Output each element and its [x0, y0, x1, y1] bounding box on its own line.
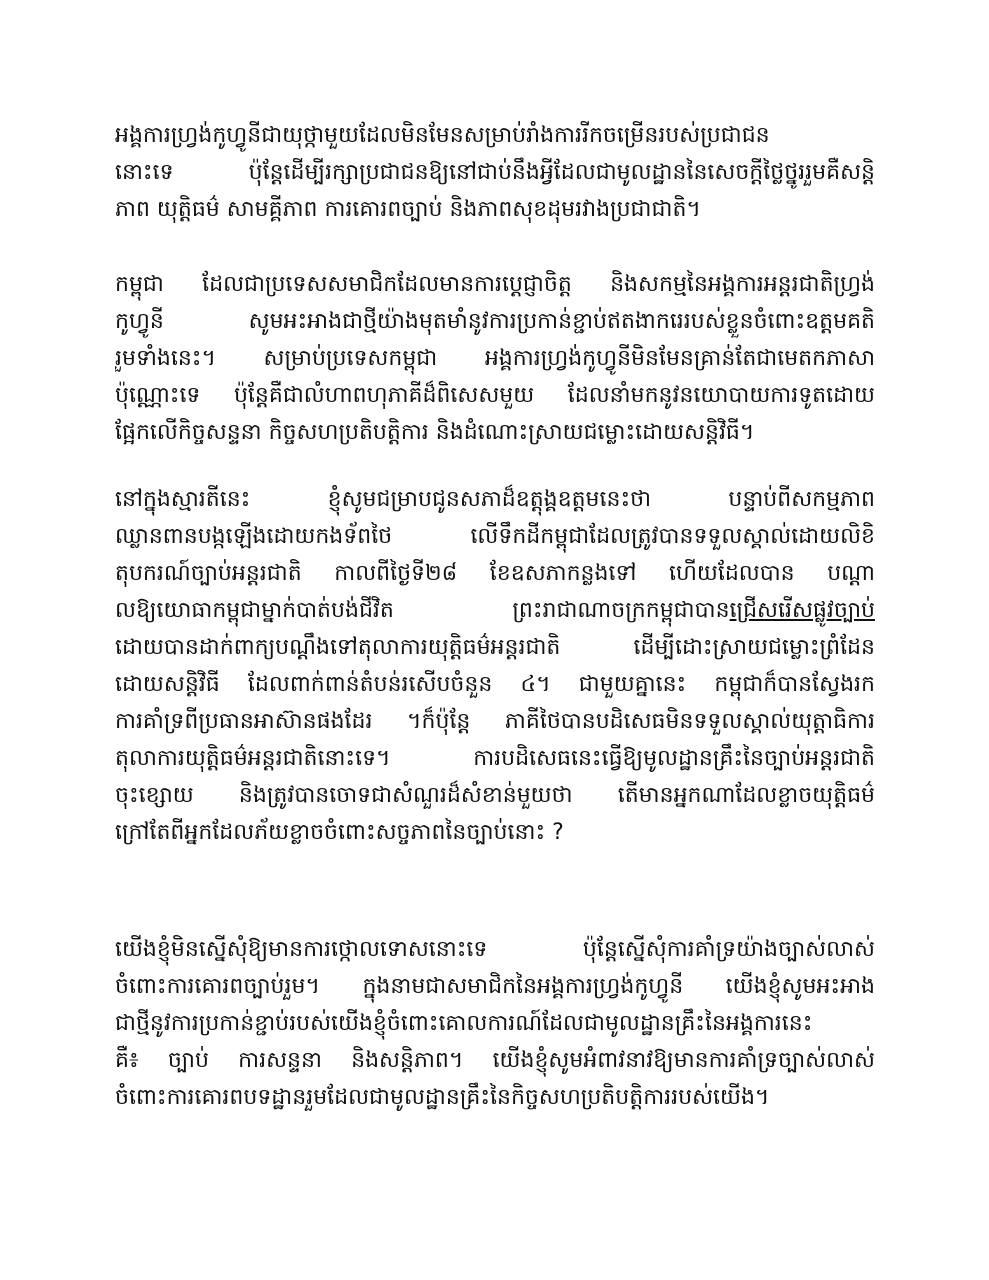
text-line — [115, 592, 875, 629]
text-line: ចំពោះការគោរពបទដ្ឋានរួមដែលជាមូលដ្ឋានគ្រឹះនៃកិច្ចសហប្រតិបត្តិការរបស់យើង។ — [115, 1085, 770, 1110]
text-line: ក្រៅតែពីអ្នកដែលភ័យខ្លាចចំពោះសច្ចភាពនៃច្បាប់នោះ ? — [115, 820, 564, 845]
text-line: ចុះខ្សោយ និងត្រូវបានចោទជាសំណួរដ៏សំខាន់មួយថា តើមានអ្នកណាដែលខ្លាចយុត្តិធម៌ — [115, 783, 875, 808]
underlined-phrase: ជ្រើសរើសផ្លូវច្បាប់ — [729, 598, 875, 623]
text-line: នោះទេ ប៉ុន្តែដើម្បីរក្សាប្រជាជនឱ្យនៅជាប់នឹងអ្វីដែលជាមូលដ្ឋាននៃសេចក្តីថ្លៃថ្នូររួមគឺសន្តិ — [115, 160, 875, 185]
paragraph-4 — [115, 931, 875, 1116]
paragraph-1 — [115, 117, 875, 228]
text-line: យើងខ្ញុំមិនស្នើសុំឱ្យមានការថ្កោលទោសនោះទេ ប៉ុន្តែស្នើសុំការគាំទ្រយ៉ាងច្បាស់លាស់ — [115, 937, 875, 962]
text-line: ផ្អែកលើកិច្ចសន្ទនា កិច្ចសហប្រតិបត្តិការ និងដំណោះស្រាយជម្លោះដោយសន្តិវិធី។ — [115, 420, 755, 445]
text-line: ប៉ុណ្ណោះទេ ប៉ុន្តែគឺជាលំហាពហុភាគីដ៏ពិសេសមួយ ដែលនាំមកនូវនយោបាយការទូតដោយ — [115, 383, 875, 408]
text-line: ឈ្លានពានបង្កឡើងដោយកងទ័ពថៃ លើទឹកដីកម្ពុជាដែលត្រូវបានទទួលស្គាល់ដោយលិខិ — [115, 524, 875, 549]
text-line: ភាព យុត្តិធម៌ សាមគ្គីភាព ការគោរពច្បាប់ និងភាពសុខដុមរវាងប្រជាជាតិ។ — [115, 197, 701, 222]
text-line: កូហ្វូនី សូមអះអាងជាថ្មីយ៉ាងមុតមាំនូវការប្រកាន់ខ្ជាប់ឥតងាករេរបស់ខ្លួនចំពោះឧត្តមគតិ — [115, 309, 875, 334]
text-line: តុបករណ៍ច្បាប់អន្តរជាតិ កាលពីថ្ងៃទី២៨ ខែឧសភាកន្លងទៅ ហើយដែលបាន បណ្តា — [115, 561, 875, 586]
text-line: ចំពោះការគោរពច្បាប់រួម។ ក្នុងនាមជាសមាជិកនៃអង្គការហ្វ្រង់កូហ្វូនី យើងខ្ញុំសូមអះអាង — [115, 974, 875, 999]
paragraph-2 — [115, 266, 875, 451]
text-line: រួមទាំងនេះ។ សម្រាប់ប្រទេសកម្ពុជា អង្គការហ្វ្រង់កូហ្វូនីមិនមែនគ្រាន់តែជាមេតកភាសា — [115, 346, 875, 371]
text-line: តុលាការយុត្តិធម៌អន្តរជាតិនោះទេ។ ការបដិសេធនេះធ្វើឱ្យមូលដ្ឋានគ្រឹះនៃច្បាប់អន្តរជាតិ — [115, 746, 875, 771]
text-line: ការគាំទ្រពីប្រធានអាស៊ានផងដែរ ។ក៏ប៉ុន្តែ ភាគីថៃបានបដិសេធមិនទទួលស្គាល់យុត្តាធិការ — [115, 709, 875, 734]
paragraph-3 — [115, 481, 875, 851]
text-line: កម្ពុជា ដែលជាប្រទេសសមាជិកដែលមានការប្តេជ្ញាចិត្ត និងសកម្មនៃអង្គការអន្តរជាតិហ្វ្រង់ — [115, 272, 875, 297]
text-line: នៅក្នុងស្មារតីនេះ ខ្ញុំសូមជម្រាបជូនសភាដ៏ឧត្តុង្គឧត្តមនេះថា បន្ទាប់ពីសកម្មភាព — [115, 487, 875, 512]
text-line: ដោយបានដាក់ពាក្យបណ្តឹងទៅតុលាការយុត្តិធម៌អន្តរជាតិ ដើម្បីដោះស្រាយជម្លោះព្រំដែន — [115, 635, 875, 660]
text-line: គឺ៖ ច្បាប់ ការសន្ទនា និងសន្តិភាព។ យើងខ្ញុំសូមអំពាវនាវឱ្យមានការគាំទ្រច្បាស់លាស់ — [115, 1048, 875, 1073]
text-line: អង្គការហ្វ្រង់កូហ្វូនីជាយុថ្កាមួយដែលមិនមែនសម្រាប់រាំងការរីកចម្រើនរបស់ប្រជាជន — [115, 123, 770, 148]
text-line: ដោយសន្តិវិធី ដែលពាក់ពាន់តំបន់រសើបចំនួន ៤។ ជាមួយគ្នានេះ កម្ពុជាក៏បានស្វែងរក — [115, 672, 875, 697]
text-line: ជាថ្មីនូវការប្រកាន់ខ្ជាប់របស់យើងខ្ញុំចំពោះគោលការណ៍ដែលជាមូលដ្ឋានគ្រឹះនៃអង្គការនេះ — [115, 1011, 813, 1036]
text-line-part: លឱ្យយោធាកម្ពុជាម្នាក់បាត់បង់ជីវិត ព្រះរាជាណាចក្រកម្ពុជាបាន — [115, 598, 730, 623]
